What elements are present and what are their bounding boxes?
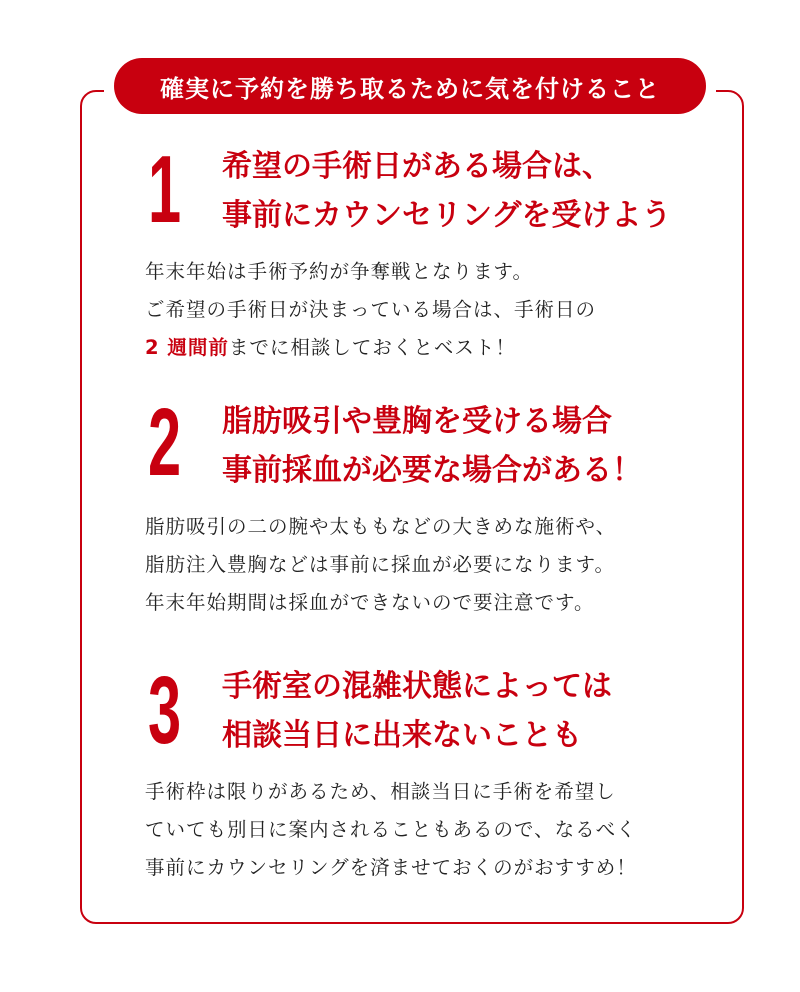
section-1-body-line-2: ご希望の手術日が決まっている場合は、手術日の bbox=[145, 298, 597, 321]
section-1-heading-line-1: 希望の手術日がある場合は、 bbox=[222, 149, 612, 184]
header-title-pill bbox=[114, 58, 706, 114]
section-3-body-line-1: 手術枠は限りがあるため、相談当日に手術を希望し bbox=[145, 780, 616, 803]
section-2-heading-line-1: 脂肪吸引や豊胸を受ける場合 bbox=[222, 404, 612, 439]
section-1-heading-line-2: 事前にカウンセリングを受けよう bbox=[222, 198, 672, 233]
section-1-highlight: 2 週間前 bbox=[145, 336, 229, 359]
section-1-body-line-3 bbox=[145, 329, 516, 367]
section-3-body-line-3: 事前にカウンセリングを済ませておくのがおすすめ！ bbox=[145, 856, 637, 879]
section-1-body-line-1: 年末年始は手術予約が争奪戦となります。 bbox=[145, 260, 533, 283]
section-2-body-line-3: 年末年始期間は採血ができないので要注意です。 bbox=[145, 591, 595, 614]
section-2-heading-line-2: 事前採血が必要な場合がある！ bbox=[222, 453, 642, 488]
section-3-heading-line-1: 手術室の混雑状態によっては bbox=[222, 669, 612, 704]
section-1-number: 1 bbox=[148, 136, 182, 243]
section-2-number: 2 bbox=[148, 389, 182, 496]
section-3-heading-line-2: 相談当日に出来ないことも bbox=[222, 718, 582, 753]
section-2-body-line-2: 脂肪注入豊胸などは事前に採血が必要になります。 bbox=[145, 553, 615, 576]
section-3-number: 3 bbox=[148, 657, 182, 764]
section-2-body-line-1: 脂肪吸引の二の腕や太ももなどの大きめな施術や、 bbox=[145, 515, 617, 538]
header-title: 確実に予約を勝ち取るために気を付けること bbox=[160, 74, 660, 103]
section-1-body-rest: までに相談しておくとベスト！ bbox=[228, 336, 516, 359]
section-3-body-line-2: ていても別日に案内されることもあるので、なるべく bbox=[145, 818, 637, 841]
